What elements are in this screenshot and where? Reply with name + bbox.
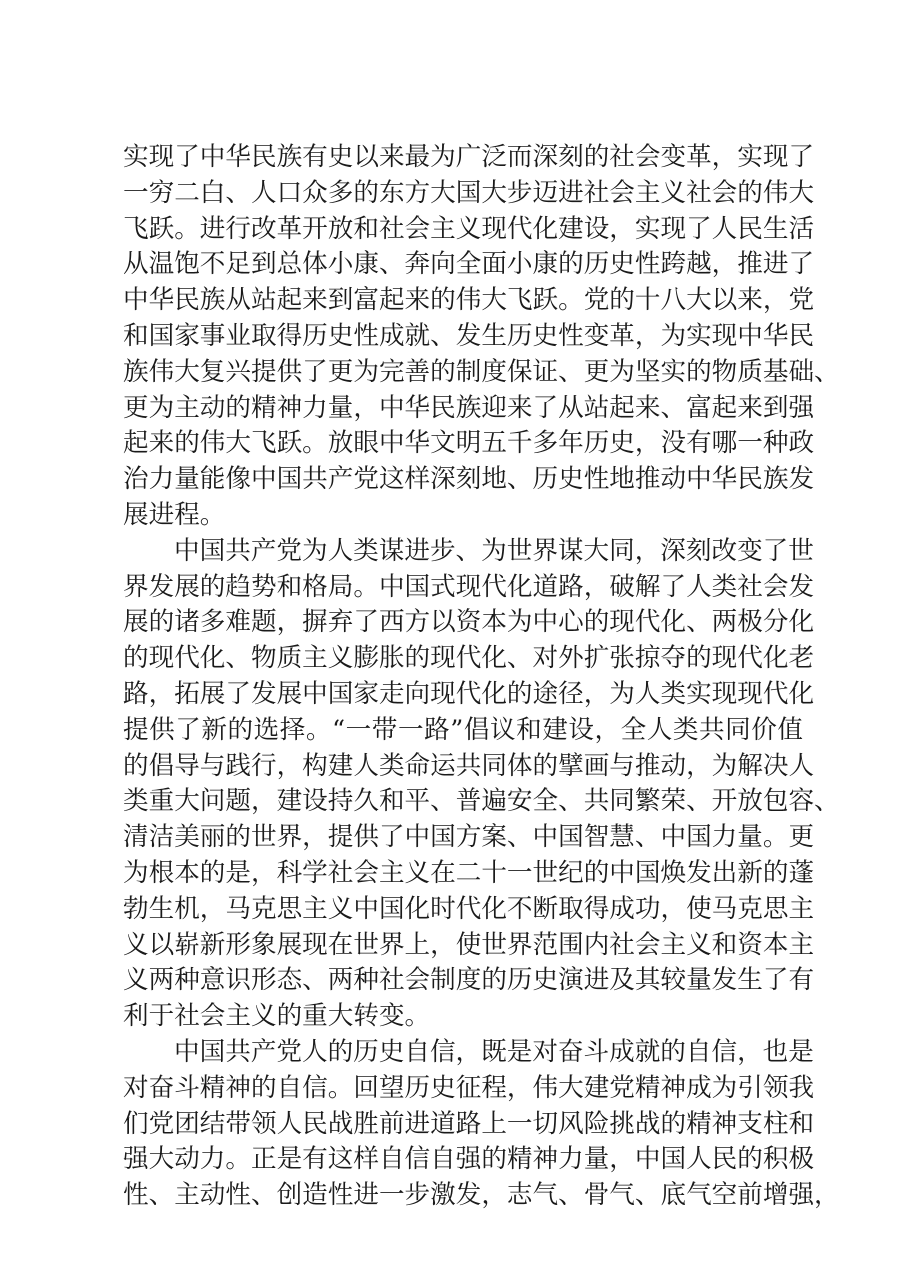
text-line: 中国共产党为人类谋进步、为世界谋大同，深刻改变了世 bbox=[174, 535, 814, 566]
text-line: 和国家事业取得历史性成就、发生历史性变革，为实现中华民 bbox=[123, 320, 815, 351]
text-line: 中国共产党人的历史自信，既是对奋斗成就的自信，也是 bbox=[174, 1036, 814, 1067]
document-body bbox=[123, 140, 840, 1214]
paragraph bbox=[123, 140, 840, 534]
text-line: 勃生机，马克思主义中国化时代化不断取得成功，使马克思主 bbox=[123, 893, 815, 924]
text-line: 界发展的趋势和格局。中国式现代化道路，破解了人类社会发 bbox=[123, 571, 815, 602]
text-line: 中华民族从站起来到富起来的伟大飞跃。党的十八大以来，党 bbox=[123, 285, 815, 316]
text-line: 义两种意识形态、两种社会制度的历史演进及其较量发生了有 bbox=[123, 965, 815, 996]
text-line: 实现了中华民族有史以来最为广泛而深刻的社会变革，实现了 bbox=[123, 142, 815, 172]
text-line: 的现代化、物质主义膨胀的现代化、对外扩张掠夺的现代化老 bbox=[123, 643, 815, 674]
text-line: 提供了新的选择。“一带一路”倡议和建设，全人类共同价值 bbox=[123, 714, 803, 745]
text-line: 们党团结带领人民战胜前进道路上一切风险挑战的精神支柱和 bbox=[123, 1108, 815, 1139]
text-line: 义以崭新形象展现在世界上，使世界范围内社会主义和资本主 bbox=[123, 929, 815, 960]
text-line: 清洁美丽的世界，提供了中国方案、中国智慧、中国力量。更 bbox=[123, 822, 815, 853]
text-line: 更为主动的精神力量，中华民族迎来了从站起来、富起来到强 bbox=[123, 392, 815, 423]
text-line: 路，拓展了发展中国家走向现代化的途径，为人类实现现代化 bbox=[123, 678, 815, 709]
text-line: 起来的伟大飞跃。放眼中华文明五千多年历史，没有哪一种政 bbox=[123, 428, 815, 459]
text-line: 为根本的是，科学社会主义在二十一世纪的中国焕发出新的蓬 bbox=[123, 857, 815, 888]
paragraph bbox=[123, 534, 840, 1035]
text-line: 类重大问题，建设持久和平、普遍安全、共同繁荣、开放包容、 bbox=[123, 786, 840, 817]
text-line: 治力量能像中国共产党这样深刻地、历史性地推动中华民族发 bbox=[123, 464, 815, 495]
text-line: 的倡导与践行，构建人类命运共同体的擘画与推动，为解决人 bbox=[123, 750, 815, 781]
text-line: 族伟大复兴提供了更为完善的制度保证、更为坚实的物质基础、 bbox=[123, 356, 840, 387]
text-line: 从温饱不足到总体小康、奔向全面小康的历史性跨越，推进了 bbox=[123, 249, 815, 280]
text-line: 展的诸多难题，摒弃了西方以资本为中心的现代化、两极分化 bbox=[123, 607, 815, 638]
text-line: 利于社会主义的重大转变。 bbox=[123, 1001, 431, 1032]
text-line: 对奋斗精神的自信。回望历史征程，伟大建党精神成为引领我 bbox=[123, 1072, 815, 1103]
text-line: 强大动力。正是有这样自信自强的精神力量，中国人民的积极 bbox=[123, 1144, 815, 1175]
paragraph bbox=[123, 1035, 840, 1214]
text-line: 一穷二白、人口众多的东方大国大步迈进社会主义社会的伟大 bbox=[123, 177, 815, 208]
text-line: 展进程。 bbox=[123, 499, 226, 530]
text-line: 性、主动性、创造性进一步激发，志气、骨气、底气空前增强， bbox=[123, 1180, 840, 1211]
text-line: 飞跃。进行改革开放和社会主义现代化建设，实现了人民生活 bbox=[123, 213, 815, 244]
